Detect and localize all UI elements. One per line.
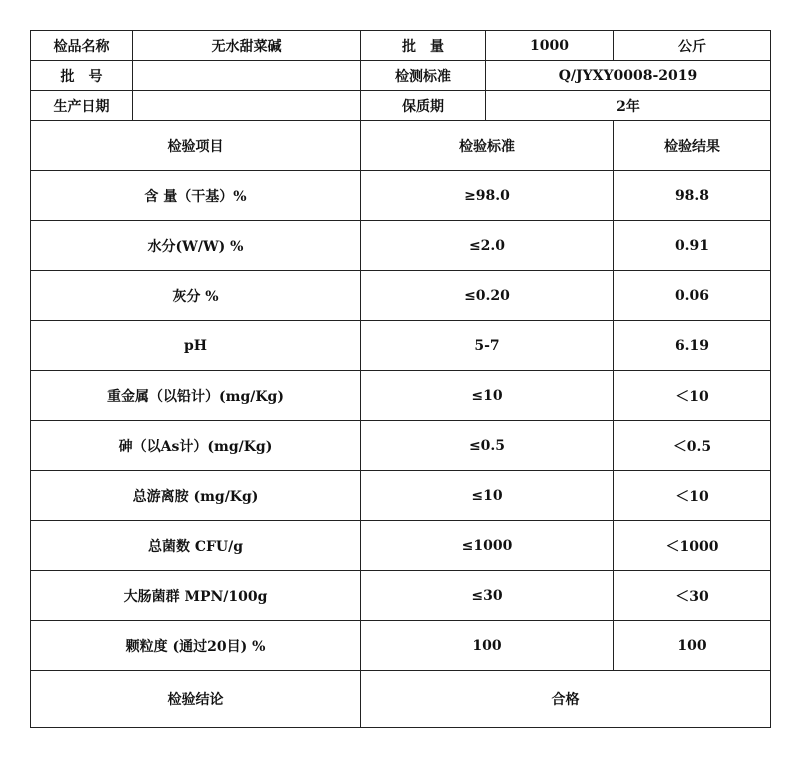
production-date-value — [133, 91, 361, 121]
inspection-table — [30, 30, 771, 728]
conclusion-row — [31, 671, 771, 728]
table-row — [31, 571, 771, 621]
result-cell: ＜1000 — [614, 521, 771, 571]
column-header-item: 检验项目 — [31, 121, 361, 171]
item-cell: 总菌数 CFU/g — [31, 521, 361, 571]
item-cell: 水分(W/W) % — [31, 221, 361, 271]
result-cell: ＜10 — [614, 471, 771, 521]
batch-qty-unit: 公斤 — [614, 31, 771, 61]
item-cell: 灰分 % — [31, 271, 361, 321]
conclusion-value: 合格 — [361, 671, 771, 728]
item-cell: 砷（以As计）(mg/Kg) — [31, 421, 361, 471]
inspection-report — [30, 30, 770, 728]
product-name-value: 无水甜菜碱 — [133, 31, 361, 61]
batch-no-label: 批 号 — [31, 61, 133, 91]
standard-cell: ≤0.5 — [361, 421, 614, 471]
item-cell: 颗粒度 (通过20目) % — [31, 621, 361, 671]
result-cell: 98.8 — [614, 171, 771, 221]
standard-value: Q/JYXY0008-2019 — [486, 61, 771, 91]
result-cell: ＜0.5 — [614, 421, 771, 471]
result-cell: 100 — [614, 621, 771, 671]
shelf-life-value: 2年 — [486, 91, 771, 121]
column-header-standard: 检验标准 — [361, 121, 614, 171]
standard-cell: ≤0.20 — [361, 271, 614, 321]
standard-label: 检测标准 — [361, 61, 486, 91]
table-row — [31, 521, 771, 571]
item-cell: 总游离胺 (mg/Kg) — [31, 471, 361, 521]
table-row — [31, 471, 771, 521]
shelf-life-label: 保质期 — [361, 91, 486, 121]
result-cell: ＜10 — [614, 371, 771, 421]
standard-cell: ≤10 — [361, 471, 614, 521]
standard-cell: ≤2.0 — [361, 221, 614, 271]
item-cell: pH — [31, 321, 361, 371]
table-row — [31, 171, 771, 221]
item-cell: 重金属（以铅计）(mg/Kg) — [31, 371, 361, 421]
table-row — [31, 371, 771, 421]
table-row — [31, 221, 771, 271]
item-cell: 大肠菌群 MPN/100g — [31, 571, 361, 621]
header-row-product — [31, 31, 771, 61]
standard-cell: ≤1000 — [361, 521, 614, 571]
batch-qty-label: 批 量 — [361, 31, 486, 61]
production-date-label: 生产日期 — [31, 91, 133, 121]
table-row — [31, 271, 771, 321]
standard-cell: ≤30 — [361, 571, 614, 621]
standard-cell: ≤10 — [361, 371, 614, 421]
product-name-label: 检品名称 — [31, 31, 133, 61]
batch-no-value — [133, 61, 361, 91]
table-row — [31, 621, 771, 671]
table-row — [31, 421, 771, 471]
standard-cell: 100 — [361, 621, 614, 671]
table-row — [31, 321, 771, 371]
standard-cell: ≥98.0 — [361, 171, 614, 221]
result-cell: ＜30 — [614, 571, 771, 621]
result-cell: 6.19 — [614, 321, 771, 371]
conclusion-label: 检验结论 — [31, 671, 361, 728]
result-cell: 0.06 — [614, 271, 771, 321]
standard-cell: 5-7 — [361, 321, 614, 371]
header-row-date — [31, 91, 771, 121]
column-header-row — [31, 121, 771, 171]
header-row-batch — [31, 61, 771, 91]
item-cell: 含 量（干基）% — [31, 171, 361, 221]
result-cell: 0.91 — [614, 221, 771, 271]
column-header-result: 检验结果 — [614, 121, 771, 171]
batch-qty-value: 1000 — [486, 31, 614, 61]
